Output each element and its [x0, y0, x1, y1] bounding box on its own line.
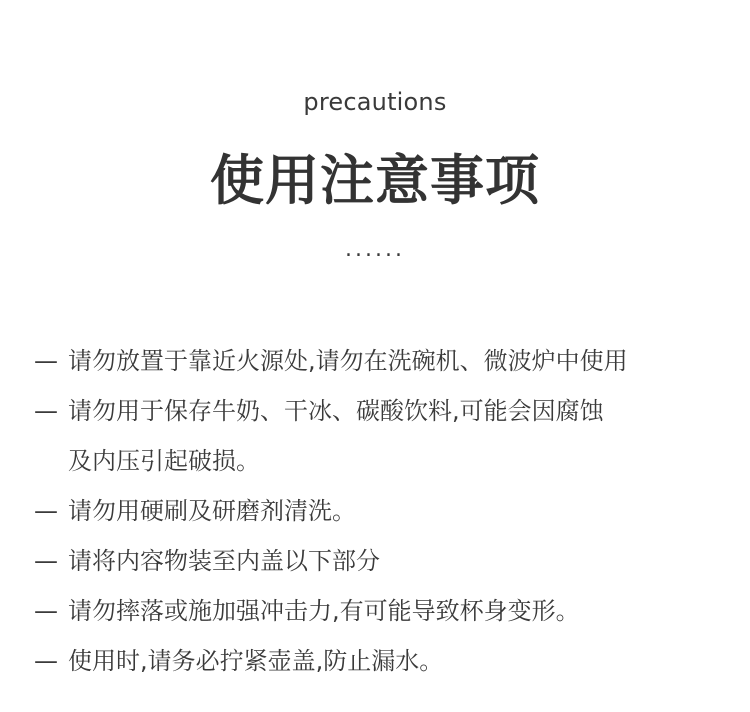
dash-bullet: — — [34, 497, 58, 525]
list-item — [34, 386, 724, 486]
precaution-text: 请勿摔落或施加强冲击力,有可能导致杯身变形。 — [68, 597, 580, 625]
dots-divider: ...... — [345, 237, 405, 262]
dash-bullet: — — [34, 597, 58, 625]
page-subtitle: precautions — [303, 88, 447, 116]
list-item — [34, 536, 724, 586]
dash-bullet: — — [34, 547, 58, 575]
dash-bullet: — — [34, 647, 58, 675]
precaution-text: 请将内容物装至内盖以下部分 — [68, 547, 380, 575]
precautions-list — [34, 336, 724, 686]
dash-bullet: — — [34, 347, 58, 375]
page-title: 使用注意事项 — [210, 149, 540, 212]
precaution-text: 请勿用于保存牛奶、干冰、碳酸饮料,可能会因腐蚀 及内压引起破损。 — [68, 397, 604, 475]
list-item — [34, 486, 724, 536]
precaution-text: 使用时,请务必拧紧壶盖,防止漏水。 — [68, 647, 444, 675]
list-item — [34, 636, 724, 686]
dash-bullet: — — [34, 397, 58, 425]
list-item — [34, 586, 724, 636]
precaution-text: 请勿用硬刷及研磨剂清洗。 — [68, 497, 356, 525]
list-item — [34, 336, 724, 386]
precaution-text: 请勿放置于靠近火源处,请勿在洗碗机、微波炉中使用 — [68, 347, 628, 375]
